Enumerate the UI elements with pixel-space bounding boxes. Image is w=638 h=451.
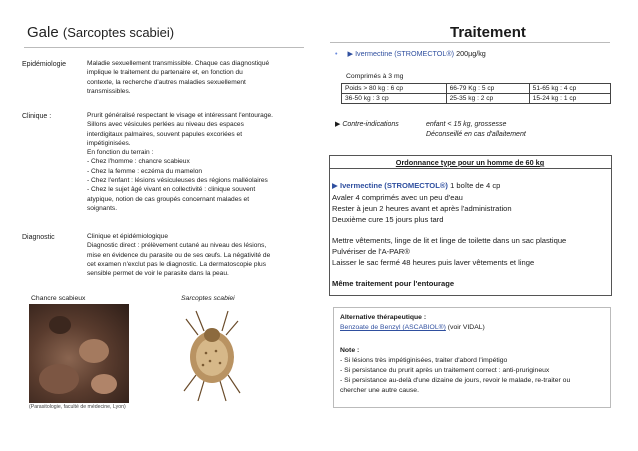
alternative-line xyxy=(340,323,485,333)
prescription-footer xyxy=(332,279,454,289)
photo-credit: (Parasitologie, faculté de médecine, Lyon) xyxy=(29,404,126,410)
text-line: mise en évidence du parasite ou de ses œufs. La négativité de xyxy=(87,251,271,259)
text-line: atypique, notion de cas groupés concernant malades et xyxy=(87,195,250,203)
prescription-line: Deuxième cure 15 jours plus tard xyxy=(332,215,444,224)
triangle-icon: ▶ xyxy=(332,181,338,190)
text-line: soignants. xyxy=(87,204,118,212)
tablet-strength: Comprimés à 3 mg xyxy=(346,73,404,80)
note-line: - Si persistance du prurit après un traitement correct : anti-prurigineux xyxy=(340,367,550,374)
prescription-line: Avaler 4 comprimés avec un peu d'eau xyxy=(332,193,463,202)
drug-dose: 200µg/kg xyxy=(456,49,486,58)
text-line: En fonction du terrain : xyxy=(87,149,154,157)
table-cell: Poids > 80 kg : 6 cp xyxy=(342,84,447,94)
triangle-icon: ▶ xyxy=(347,49,354,58)
table-cell: 15-24 kg : 1 cp xyxy=(529,94,610,104)
text-line: - Chez l'homme : chancre scabieux xyxy=(87,158,190,166)
text-line: Clinique et épidémiologique xyxy=(87,233,169,240)
sarcoptes-mite-image xyxy=(178,305,244,405)
chancre-photo xyxy=(29,304,129,403)
contraindications-text xyxy=(426,120,526,140)
prescription-divider xyxy=(329,168,612,169)
ivermectin-line xyxy=(335,49,486,58)
text-line: - Chez la femme : eczéma du mamelon xyxy=(87,167,203,175)
text-line: - Chez l'enfant : lésions vésiculeuses des régions malléolaires xyxy=(87,177,268,185)
text-line: interdigitaux palmaires, souvent papules excoriées et xyxy=(87,130,243,138)
prescription-qty: 1 boîte de 4 cp xyxy=(450,181,501,190)
note-line: - Si persistance au-delà d'une dizaine de jours, revoir le malade, re-traiter ou xyxy=(340,377,571,384)
prescription-drug-line xyxy=(332,181,500,191)
epidemiology-label: Epidémiologie xyxy=(22,61,66,68)
text-line: - Chez le sujet âgé vivant en collectivité : clinique souvent xyxy=(87,186,256,194)
benzyl-benzoate-link[interactable]: Benzoate de Benzyl (ASCABIOL®) xyxy=(340,324,446,331)
alternative-title: Alternative thérapeutique : xyxy=(340,314,427,321)
title-subtitle: (Sarcoptes scabiei) xyxy=(62,25,175,40)
triangle-icon: ▶ xyxy=(335,121,341,128)
drug-name: Ivermectine (STROMECTOL®) xyxy=(355,49,455,58)
text-line: Diagnostic direct : prélèvement cutané au niveau des lésions, xyxy=(87,242,267,250)
text-line: Déconseillé en cas d'allaitement xyxy=(426,131,526,138)
clinical-label: Clinique : xyxy=(22,113,52,120)
contraindications-title: Contre-indications xyxy=(342,121,399,128)
text-line: cet examen n'exclut pas le diagnostic. La dermatoscopie plus xyxy=(87,260,267,268)
caption-chancre: Chancre scabieux xyxy=(31,295,86,302)
text-line: Sillons avec vésicules perlées au niveau des espaces xyxy=(87,121,244,129)
prescription-line: Mettre vêtements, linge de lit et linge de toilette dans un sac plastique xyxy=(332,236,567,245)
vidal-reference: (voir VIDAL) xyxy=(447,324,485,331)
text-line: impétiginisées. xyxy=(87,139,131,147)
table-cell: 66-79 Kg : 5 cp xyxy=(446,84,529,94)
text-line: contexte, la recherche d'autres maladies sexuellement xyxy=(87,78,246,86)
treatment-title: Traitement xyxy=(450,24,526,41)
table-row xyxy=(342,84,611,94)
prescription-title: Ordonnance type pour un homme de 60 kg xyxy=(395,158,545,167)
title-divider xyxy=(24,47,304,48)
prescription-line: Laisser le sac fermé 48 heures puis laver vêtements et linge xyxy=(332,258,535,267)
bullet-icon: • xyxy=(335,49,338,58)
contraindications-label xyxy=(335,120,399,128)
text-line: enfant < 15 kg, grossesse xyxy=(426,121,507,128)
text-line: implique le traitement du partenaire et, en fonction du xyxy=(87,69,243,77)
prescription-box xyxy=(329,155,612,296)
title-main: Gale xyxy=(27,24,59,41)
note-title: Note : xyxy=(340,347,360,354)
note-line: chercher une autre cause. xyxy=(340,387,419,394)
diagnosis-text xyxy=(87,232,305,278)
caption-sarcoptes: Sarcoptes scabiei xyxy=(181,295,235,302)
clinical-text xyxy=(87,111,305,213)
table-row xyxy=(342,94,611,104)
prescription-line: Rester à jeun 2 heures avant et après l'administration xyxy=(332,204,512,213)
text-line: transmissibles. xyxy=(87,87,131,95)
text-line: Maladie sexuellement transmissible. Chaque cas diagnostiqué xyxy=(87,60,270,67)
text-line: Prurit généralisé respectant le visage et intéressant l'entourage. xyxy=(87,112,273,119)
epidemiology-text xyxy=(87,59,305,96)
prescription-line: Pulvériser de l'A-PAR® xyxy=(332,247,410,256)
dose-table xyxy=(341,83,611,104)
prescription-footer-text: Même traitement pour l'entourage xyxy=(332,279,455,288)
table-cell: 51-65 kg : 4 cp xyxy=(529,84,610,94)
table-cell: 36-50 kg : 3 cp xyxy=(342,94,447,104)
prescription-drug: Ivermectine (STROMECTOL®) xyxy=(339,181,448,190)
note-line: - Si lésions très impétiginisées, traiter d'abord l'impétigo xyxy=(340,357,508,364)
treatment-divider xyxy=(330,42,610,43)
diagnosis-label: Diagnostic xyxy=(22,234,55,241)
text-line: sensible permet de voir le parasite dans la peau. xyxy=(87,270,229,278)
table-cell: 25-35 kg : 2 cp xyxy=(446,94,529,104)
page-title xyxy=(27,24,174,41)
